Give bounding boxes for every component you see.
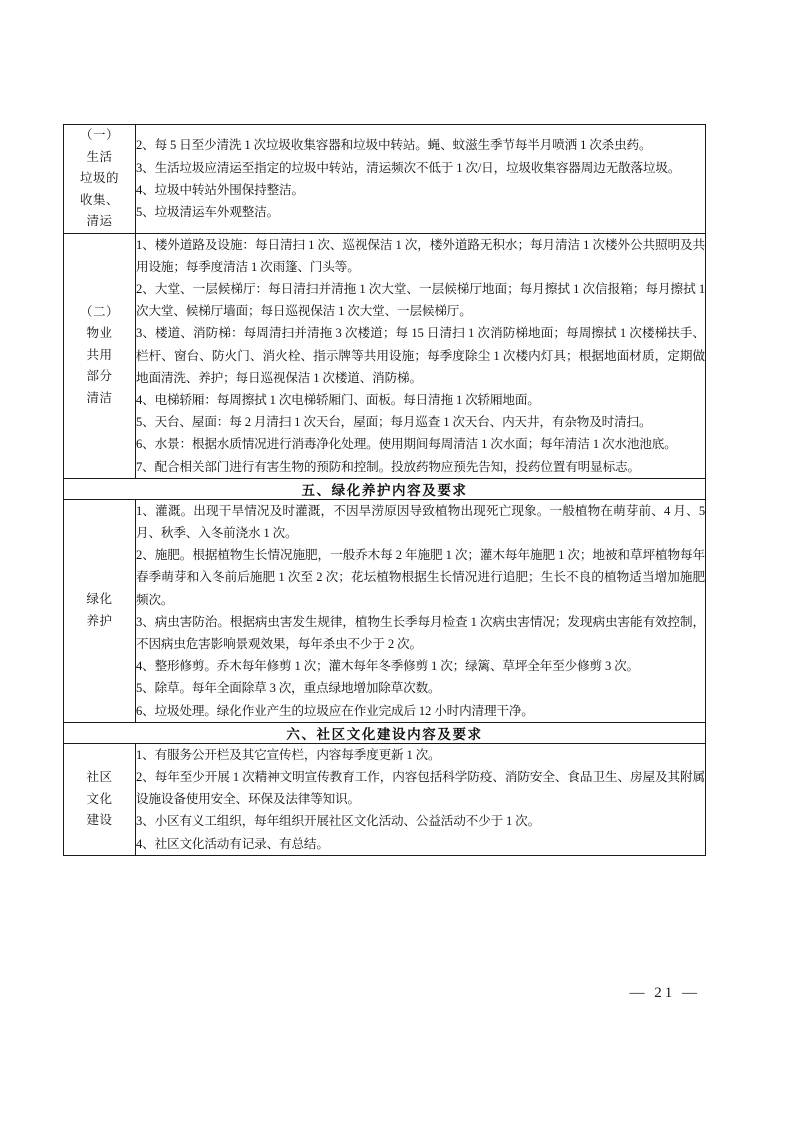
content-paragraph: 4、电梯轿厢：每周擦拭 1 次电梯轿厢门、面板。每日清拖 1 次轿厢地面。 — [136, 392, 540, 407]
row-content-household-waste — [136, 125, 706, 234]
content-paragraph: 2、每 5 日至少清洗 1 次垃圾收集容器和垃圾中转站。蝇、蚊滋生季节每半月喷洒 1 次杀虫药。 — [136, 138, 652, 153]
content-paragraph: 4、社区文化活动有记录、有总结。 — [136, 836, 329, 851]
row-content-community-culture — [136, 743, 706, 855]
label-line: 清运 — [86, 214, 113, 228]
content-paragraph: 2、大堂、一层候梯厅：每日清扫并清拖 1 次大堂、一层候梯厅地面；每月擦拭 1 次信报箱；每月擦拭 1 次大堂、候梯厅墙面；每日巡视保洁 1 次大堂、一层候梯厅。 — [136, 281, 705, 319]
label-line: 生活 — [86, 149, 113, 164]
label-line: 绿化 — [86, 592, 113, 607]
table-row — [64, 233, 706, 478]
table-row — [64, 499, 706, 722]
content-paragraph: 1、灌溉。出现干旱情况及时灌溉，不因旱涝原因导致植物出现死亡现象。一般植物在萌芽前、4 月、5 月、秋季、入冬前浇水 1 次。 — [136, 503, 705, 540]
label-line: 建设 — [86, 813, 113, 828]
content-paragraph: 3、楼道、消防梯：每周清扫并清拖 3 次楼道；每 15 日清扫 1 次消防梯地面；每周擦拭 1 次楼梯扶手、栏杆、窗台、防火门、消火栓、指示牌等共用设施；每季度除尘 1 次楼内灯具；根据地面材质，定期做地面清洗、养护；每日巡视保洁 1 次楼道、消防梯。 — [136, 326, 705, 385]
row-content-common-area-cleaning — [136, 233, 706, 478]
content-paragraph: 1、楼外道路及设施：每日清扫 1 次、巡视保洁 1 次，楼外道路无积水；每月清洁 1 次楼外公共照明及共用设施；每季度清洁 1 次雨篷、门头等。 — [136, 237, 705, 274]
label-line: 文化 — [86, 791, 113, 806]
label-line: 社区 — [86, 770, 113, 785]
label-line: 养护 — [86, 613, 113, 628]
content-paragraph: 6、垃圾处理。绿化作业产生的垃圾应在作业完成后 12 小时内清理干净。 — [136, 703, 534, 718]
label-line: 垃圾的 — [79, 171, 119, 185]
content-paragraph: 3、生活垃圾应清运至指定的垃圾中转站，清运频次不低于 1 次/日，垃圾收集容器周边无散落垃圾。 — [136, 160, 681, 175]
page-number: — 21 — — [629, 985, 700, 1001]
row-label-household-waste — [64, 125, 136, 234]
content-paragraph: 2、施肥。根据植物生长情况施肥，一般乔木每 2 年施肥 1 次；灌木每年施肥 1 次；地被和草坪植物每年春季萌芽和入冬前后施肥 1 次至 2 次；花坛植物根据生长情况进行追肥；生长不良的植物适当增加施肥频次。 — [136, 548, 705, 607]
row-content-greening-maintenance — [136, 499, 706, 722]
content-paragraph: 2、每年至少开展 1 次精神文明宣传教育工作，内容包括科学防疫、消防安全、食品卫生、房屋及其附属设施设备使用安全、环保及法律等知识。 — [136, 769, 705, 807]
label-line: 部分 — [86, 369, 113, 384]
table-body — [64, 125, 706, 856]
row-label-common-area-cleaning — [64, 233, 136, 478]
table-row — [64, 125, 706, 234]
content-paragraph: 4、整形修剪。乔木每年修剪 1 次；灌木每年冬季修剪 1 次；绿篱、草坪全年至少修剪 3 次。 — [136, 659, 639, 674]
row-label-community-culture — [64, 743, 136, 855]
content-paragraph: 3、小区有义工组织，每年组织开展社区文化活动、公益活动不少于 1 次。 — [136, 814, 541, 829]
label-line: （二） — [79, 304, 119, 319]
content-paragraph: 5、垃圾清运车外观整洁。 — [136, 204, 280, 219]
label-line: （一） — [79, 128, 119, 142]
content-paragraph: 3、病虫害防治。根据病虫害发生规律，植物生长季每月检查 1 次病虫害情况；发现病虫害能有效控制，不因病虫危害影响景观效果，每年杀虫不少于 2 次。 — [136, 614, 705, 651]
table-row — [64, 743, 706, 855]
content-paragraph: 7、配合相关部门进行有害生物的预防和控制。投放药物应预先告知，投药位置有明显标志。 — [136, 459, 640, 474]
row-label-greening-maintenance — [64, 499, 136, 722]
label-line: 清洁 — [86, 390, 113, 405]
content-paragraph: 5、除草。每年全面除草 3 次，重点绿地增加除草次数。 — [136, 681, 441, 696]
section-heading-greening-maintenance: 五、绿化养护内容及要求 — [64, 478, 706, 499]
label-line: 共用 — [86, 347, 113, 362]
label-line: 物业 — [86, 326, 113, 341]
content-paragraph: 4、垃圾中转站外围保持整洁。 — [136, 182, 304, 197]
content-paragraph: 6、水景：根据水质情况进行消毒净化处理。使用期间每周清洁 1 次水面；每年清洁 1 次水池池底。 — [136, 437, 677, 452]
content-paragraph: 5、天台、屋面：每 2 月清扫 1 次天台，屋面；每月巡查 1 次天台、内天井，有杂物及时清扫。 — [136, 415, 652, 430]
label-line: 收集、 — [79, 192, 119, 207]
section-heading-community-culture: 六、社区文化建设内容及要求 — [64, 722, 706, 743]
table-row-section-header — [64, 478, 706, 499]
table-row-section-header — [64, 722, 706, 743]
content-paragraph: 1、有服务公开栏及其它宣传栏，内容每季度更新 1 次。 — [136, 747, 441, 762]
service-standards-table — [63, 124, 706, 856]
